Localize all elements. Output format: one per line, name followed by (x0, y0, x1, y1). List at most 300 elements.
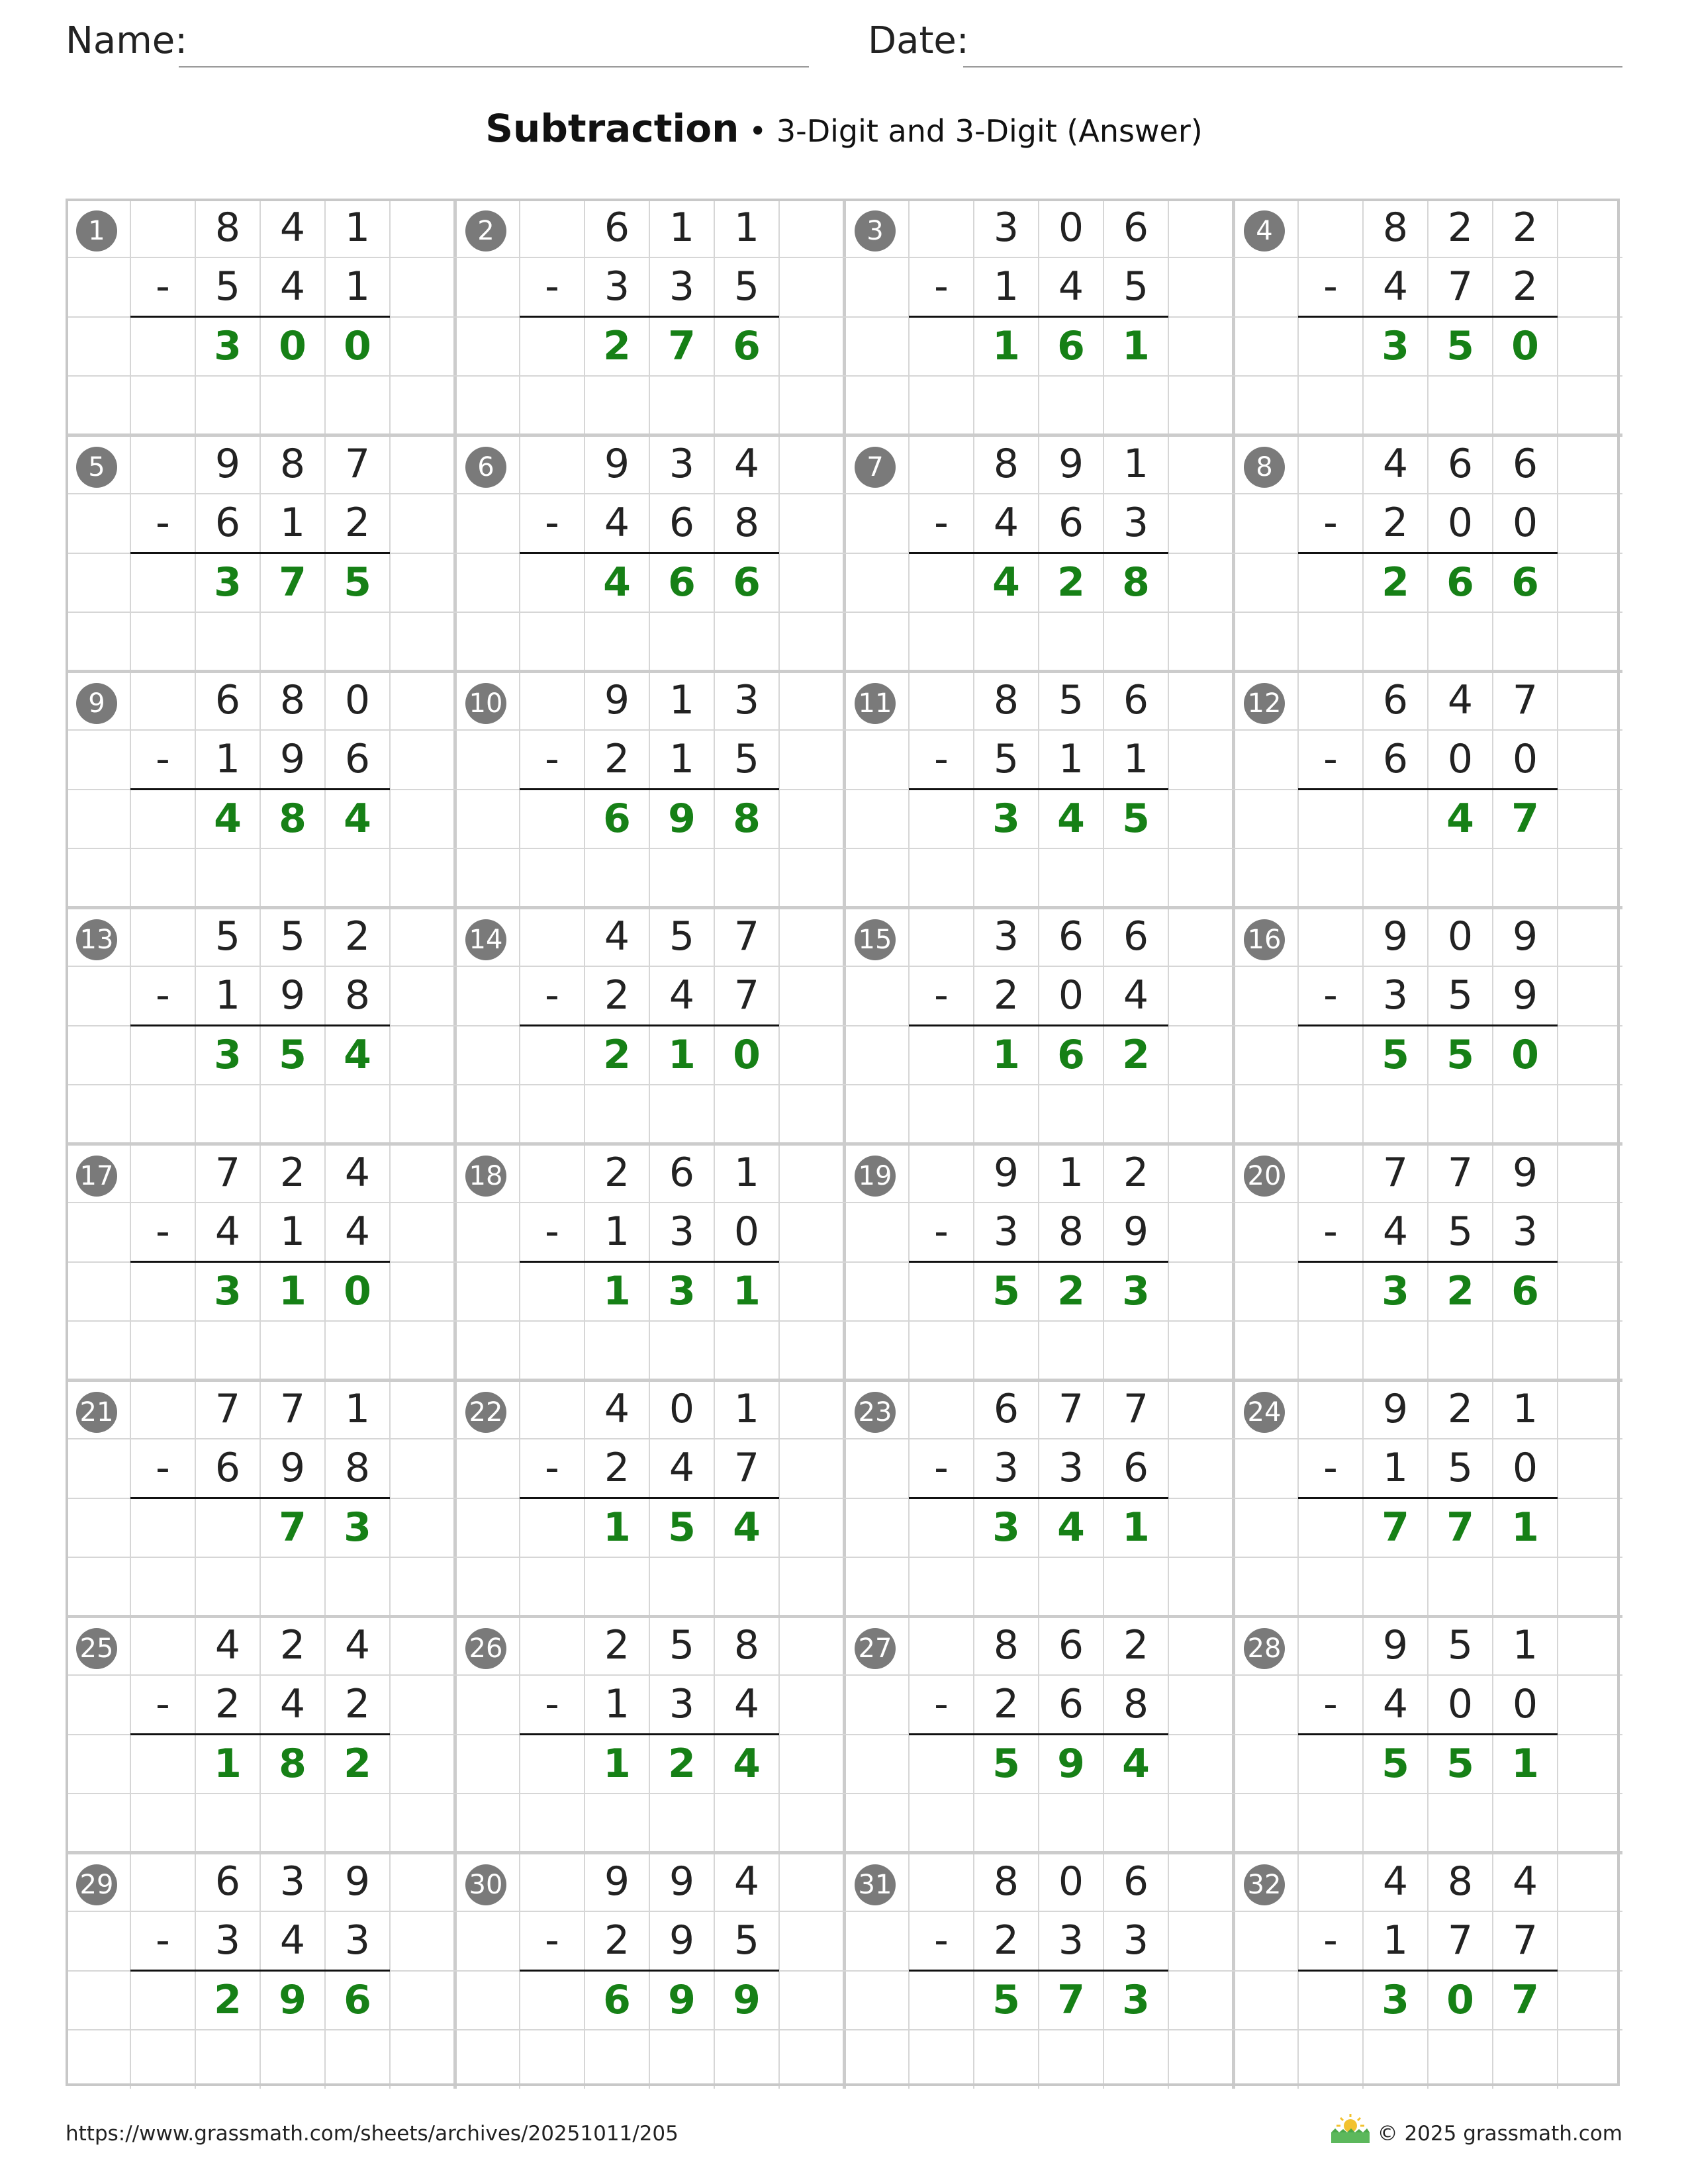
answer-digit[interactable]: 1 (733, 1267, 761, 1314)
problem (1233, 671, 1622, 907)
problem (844, 1380, 1233, 1616)
answer-digit[interactable]: 3 (1122, 1976, 1150, 2023)
minuend-digit: 5 (1058, 677, 1084, 723)
minuend-digit: 3 (993, 205, 1019, 251)
problem (66, 199, 455, 435)
subtrahend-digit: 2 (993, 972, 1019, 1019)
problem-number-badge: 3 (855, 210, 896, 251)
minuend-digit: 0 (669, 1386, 695, 1432)
answer-digit[interactable]: 5 (992, 1740, 1020, 1787)
minuend-digit: 9 (1382, 1386, 1409, 1432)
subtrahend-digit: 8 (344, 1445, 371, 1492)
problem-number-badge: 27 (855, 1628, 896, 1669)
minus-sign: - (1323, 263, 1338, 310)
problem (1233, 1380, 1622, 1616)
problem (455, 1616, 844, 1852)
answer-digit[interactable]: 3 (1382, 1976, 1409, 2023)
subtrahend-digit: 2 (604, 1445, 630, 1492)
answer-digit[interactable]: 3 (214, 1267, 242, 1314)
answer-digit[interactable]: 6 (733, 322, 761, 369)
footer-url: https://www.grassmath.com/sheets/archives/20251011/205 (66, 2122, 679, 2146)
subtrahend-digit: 3 (1382, 972, 1409, 1019)
problem-number-badge: 31 (855, 1864, 896, 1905)
minus-sign: - (1323, 1681, 1338, 1728)
answer-digit[interactable]: 9 (733, 1976, 761, 2023)
minus-sign: - (934, 972, 949, 1019)
minuend-digit: 9 (1382, 1622, 1409, 1668)
subtrahend-digit: 1 (1382, 1917, 1409, 1964)
answer-digit[interactable]: 4 (1446, 795, 1474, 842)
answer-digit[interactable]: 2 (1122, 1031, 1150, 1078)
answer-digit[interactable]: 1 (992, 322, 1020, 369)
problem (66, 1380, 455, 1616)
answer-digit[interactable]: 3 (992, 795, 1020, 842)
minuend-digit: 8 (993, 1858, 1019, 1905)
minuend-digit: 6 (1382, 677, 1409, 723)
answer-digit[interactable]: 3 (344, 1504, 371, 1551)
answer-digit[interactable]: 3 (214, 1031, 242, 1078)
minus-sign: - (1323, 972, 1338, 1019)
subtrahend-digit: 1 (993, 263, 1019, 310)
answer-digit[interactable]: 8 (733, 795, 761, 842)
answer-digit[interactable]: 0 (344, 1267, 371, 1314)
minuend-digit: 7 (344, 441, 371, 487)
minus-sign: - (934, 1208, 949, 1255)
answer-digit[interactable]: 0 (733, 1031, 761, 1078)
minuend-digit: 4 (1382, 441, 1409, 487)
answer-digit[interactable]: 5 (1122, 795, 1150, 842)
answer-digit[interactable]: 7 (1511, 1976, 1539, 2023)
answer-rule (130, 316, 390, 318)
problem-number-badge: 8 (1244, 447, 1285, 488)
minuend-digit: 6 (1447, 441, 1474, 487)
answer-digit[interactable]: 5 (992, 1267, 1020, 1314)
minuend-digit: 7 (1058, 1386, 1084, 1432)
subtrahend-digit: 0 (1058, 972, 1084, 1019)
problem (455, 907, 844, 1144)
problem-number-badge: 13 (76, 919, 117, 960)
minus-sign: - (545, 263, 559, 310)
answer-digit[interactable]: 6 (1057, 322, 1085, 369)
problem (66, 1852, 455, 2089)
subtrahend-digit: 1 (604, 1681, 630, 1728)
answer-digit[interactable]: 1 (603, 1740, 631, 1787)
answer-digit[interactable]: 2 (214, 1976, 242, 2023)
subtrahend-digit: 5 (1447, 972, 1474, 1019)
subtrahend-digit: 0 (1512, 1681, 1538, 1728)
answer-rule (130, 1733, 390, 1735)
minuend-digit: 2 (279, 1150, 306, 1196)
answer-digit[interactable]: 4 (1122, 1740, 1150, 1787)
answer-digit[interactable]: 3 (214, 559, 242, 606)
answer-digit[interactable]: 6 (668, 559, 696, 606)
problem-number-badge: 7 (855, 447, 896, 488)
subtrahend-digit: 1 (1058, 736, 1084, 783)
answer-digit[interactable]: 9 (668, 1976, 696, 2023)
answer-digit[interactable]: 1 (279, 1267, 306, 1314)
minuend-digit: 2 (344, 913, 371, 960)
minus-sign: - (545, 1208, 559, 1255)
problem (1233, 1852, 1622, 2089)
minus-sign: - (156, 1445, 170, 1492)
minuend-digit: 7 (214, 1150, 241, 1196)
answer-digit[interactable]: 7 (1382, 1504, 1409, 1551)
subtrahend-digit: 4 (1382, 1681, 1409, 1728)
minuend-digit: 6 (669, 1150, 695, 1196)
minuend-digit: 2 (1512, 205, 1538, 251)
minuend-digit: 9 (344, 1858, 371, 1905)
answer-digit[interactable]: 4 (992, 559, 1020, 606)
minuend-digit: 5 (1447, 1622, 1474, 1668)
subtrahend-digit: 2 (993, 1917, 1019, 1964)
subtrahend-digit: 1 (1123, 736, 1149, 783)
answer-digit[interactable]: 9 (1057, 1740, 1085, 1787)
minus-sign: - (934, 1445, 949, 1492)
answer-digit[interactable]: 4 (603, 559, 631, 606)
minus-sign: - (156, 263, 170, 310)
minuend-digit: 7 (1512, 677, 1538, 723)
answer-rule (520, 1024, 779, 1026)
minuend-digit: 3 (279, 1858, 306, 1905)
subtrahend-digit: 3 (669, 1208, 695, 1255)
subtrahend-digit: 0 (1512, 1445, 1538, 1492)
problem-number-badge: 12 (1244, 683, 1285, 724)
subtrahend-digit: 3 (1058, 1445, 1084, 1492)
minuend-digit: 9 (604, 1858, 630, 1905)
subtrahend-digit: 4 (1123, 972, 1149, 1019)
subtrahend-digit: 1 (669, 736, 695, 783)
answer-digit[interactable]: 2 (603, 322, 631, 369)
subtrahend-digit: 7 (1447, 1917, 1474, 1964)
answer-digit[interactable]: 3 (1382, 1267, 1409, 1314)
problem (66, 435, 455, 671)
subtrahend-digit: 9 (279, 736, 306, 783)
answer-rule (520, 788, 779, 790)
subtrahend-digit: 6 (214, 500, 241, 547)
minuend-digit: 1 (733, 1386, 760, 1432)
answer-digit[interactable]: 5 (1446, 1740, 1474, 1787)
minuend-digit: 5 (214, 913, 241, 960)
problem-number-badge: 16 (1244, 919, 1285, 960)
grassmath-logo-icon (1327, 2111, 1374, 2146)
answer-rule (1298, 1024, 1558, 1026)
answer-digit[interactable]: 8 (279, 795, 306, 842)
minuend-digit: 2 (604, 1150, 630, 1196)
answer-digit[interactable]: 0 (344, 322, 371, 369)
answer-rule (520, 552, 779, 554)
answer-digit[interactable]: 7 (668, 322, 696, 369)
subtrahend-digit: 1 (214, 736, 241, 783)
answer-digit[interactable]: 3 (668, 1267, 696, 1314)
answer-digit[interactable]: 4 (1057, 1504, 1085, 1551)
answer-rule (1298, 788, 1558, 790)
answer-digit[interactable]: 6 (603, 1976, 631, 2023)
problem (1233, 907, 1622, 1144)
subtrahend-digit: 1 (344, 263, 371, 310)
problem-number-badge: 11 (855, 683, 896, 724)
answer-digit[interactable]: 2 (1057, 1267, 1085, 1314)
minuend-digit: 4 (604, 1386, 630, 1432)
subtrahend-digit: 5 (993, 736, 1019, 783)
answer-digit[interactable]: 6 (344, 1976, 371, 2023)
minus-sign: - (934, 263, 949, 310)
answer-rule (1298, 316, 1558, 318)
answer-digit[interactable]: 6 (1511, 1267, 1539, 1314)
problem (455, 1380, 844, 1616)
minus-sign: - (545, 1681, 559, 1728)
subtrahend-digit: 5 (1447, 1208, 1474, 1255)
minus-sign: - (545, 500, 559, 547)
answer-digit[interactable]: 5 (1382, 1740, 1409, 1787)
subtrahend-digit: 3 (1058, 1917, 1084, 1964)
minuend-digit: 2 (1447, 205, 1474, 251)
minuend-digit: 1 (669, 677, 695, 723)
answer-digit[interactable]: 1 (603, 1267, 631, 1314)
minus-sign: - (1323, 500, 1338, 547)
subtrahend-digit: 5 (1447, 1445, 1474, 1492)
answer-digit[interactable]: 7 (1511, 795, 1539, 842)
minuend-digit: 1 (733, 205, 760, 251)
subtrahend-digit: 4 (279, 263, 306, 310)
minuend-digit: 2 (1123, 1622, 1149, 1668)
minuend-digit: 2 (604, 1622, 630, 1668)
answer-digit[interactable]: 1 (992, 1031, 1020, 1078)
subtrahend-digit: 7 (1447, 263, 1474, 310)
minuend-digit: 0 (1058, 1858, 1084, 1905)
problem-number-badge: 17 (76, 1156, 117, 1197)
minuend-digit: 4 (279, 205, 306, 251)
minuend-digit: 8 (279, 441, 306, 487)
problem-number-badge: 5 (76, 447, 117, 488)
minuend-digit: 6 (1512, 441, 1538, 487)
answer-digit[interactable]: 0 (1511, 1031, 1539, 1078)
minus-sign: - (1323, 1208, 1338, 1255)
problem-number-badge: 15 (855, 919, 896, 960)
subtrahend-digit: 0 (1512, 736, 1538, 783)
answer-digit[interactable]: 4 (344, 795, 371, 842)
answer-rule (130, 552, 390, 554)
problem-number-badge: 28 (1244, 1628, 1285, 1669)
subtrahend-digit: 2 (604, 972, 630, 1019)
answer-digit[interactable]: 3 (1382, 322, 1409, 369)
answer-digit[interactable]: 9 (668, 795, 696, 842)
answer-digit[interactable]: 2 (603, 1031, 631, 1078)
answer-digit[interactable]: 5 (668, 1504, 696, 1551)
minus-sign: - (156, 736, 170, 783)
minuend-digit: 6 (1123, 1858, 1149, 1905)
problem (66, 907, 455, 1144)
answer-digit[interactable]: 5 (1446, 322, 1474, 369)
problem (66, 1144, 455, 1380)
answer-digit[interactable]: 4 (733, 1504, 761, 1551)
answer-digit[interactable]: 2 (1382, 559, 1409, 606)
subtrahend-digit: 5 (733, 263, 760, 310)
answer-digit[interactable]: 0 (279, 322, 306, 369)
name-label: Name: (66, 19, 188, 62)
title-subtitle: • 3-Digit and 3-Digit (Answer) (739, 113, 1203, 149)
answer-digit[interactable]: 6 (1446, 559, 1474, 606)
answer-digit[interactable]: 4 (214, 795, 242, 842)
answer-digit[interactable]: 2 (1057, 559, 1085, 606)
minuend-digit: 6 (214, 1858, 241, 1905)
problem-number-badge: 2 (465, 210, 506, 251)
subtrahend-digit: 5 (733, 736, 760, 783)
minuend-digit: 2 (1123, 1150, 1149, 1196)
subtrahend-digit: 4 (279, 1681, 306, 1728)
problem-number-badge: 25 (76, 1628, 117, 1669)
answer-digit[interactable]: 2 (344, 1740, 371, 1787)
minuend-digit: 7 (733, 913, 760, 960)
subtrahend-digit: 1 (214, 972, 241, 1019)
problem-number-badge: 1 (76, 210, 117, 251)
answer-digit[interactable]: 2 (1446, 1267, 1474, 1314)
answer-digit[interactable]: 6 (603, 795, 631, 842)
problem-number-badge: 14 (465, 919, 506, 960)
problem-number-badge: 10 (465, 683, 506, 724)
minuend-digit: 2 (279, 1622, 306, 1668)
answer-digit[interactable]: 6 (1057, 1031, 1085, 1078)
subtrahend-digit: 4 (1382, 263, 1409, 310)
answer-rule (520, 316, 779, 318)
minus-sign: - (934, 736, 949, 783)
answer-digit[interactable]: 3 (992, 1504, 1020, 1551)
answer-digit[interactable]: 7 (1446, 1504, 1474, 1551)
date-label: Date: (868, 19, 969, 62)
subtrahend-digit: 7 (1512, 1917, 1538, 1964)
subtrahend-digit: 0 (1447, 1681, 1474, 1728)
minuend-digit: 4 (733, 441, 760, 487)
subtrahend-digit: 0 (1447, 736, 1474, 783)
answer-digit[interactable]: 5 (279, 1031, 306, 1078)
answer-rule (909, 1261, 1168, 1263)
problem-number-badge: 29 (76, 1864, 117, 1905)
minus-sign: - (545, 972, 559, 1019)
answer-digit[interactable]: 1 (668, 1031, 696, 1078)
answer-digit[interactable]: 1 (603, 1504, 631, 1551)
minuend-digit: 1 (344, 1386, 371, 1432)
problem (1233, 199, 1622, 435)
subtrahend-digit: 7 (733, 1445, 760, 1492)
subtrahend-digit: 4 (669, 972, 695, 1019)
answer-rule (909, 316, 1168, 318)
answer-digit[interactable]: 7 (279, 1504, 306, 1551)
date-line[interactable] (963, 66, 1622, 68)
problem-number-badge: 30 (465, 1864, 506, 1905)
subtrahend-digit: 3 (1123, 500, 1149, 547)
answer-rule (520, 1970, 779, 1972)
answer-digit[interactable]: 2 (668, 1740, 696, 1787)
answer-digit[interactable]: 8 (279, 1740, 306, 1787)
problem-number-badge: 32 (1244, 1864, 1285, 1905)
minuend-digit: 0 (1058, 205, 1084, 251)
problem (66, 1616, 455, 1852)
problem (844, 1616, 1233, 1852)
answer-rule (130, 1024, 390, 1026)
subtrahend-digit: 0 (1447, 500, 1474, 547)
subtrahend-digit: 2 (1382, 500, 1409, 547)
answer-digit[interactable]: 1 (214, 1740, 242, 1787)
minuend-digit: 8 (993, 1622, 1019, 1668)
answer-digit[interactable]: 8 (1122, 559, 1150, 606)
problem-number-badge: 20 (1244, 1156, 1285, 1197)
problem-number-badge: 18 (465, 1156, 506, 1197)
answer-digit[interactable]: 7 (1057, 1976, 1085, 2023)
problem (844, 199, 1233, 435)
subtrahend-digit: 6 (669, 500, 695, 547)
subtrahend-digit: 4 (733, 1681, 760, 1728)
answer-rule (520, 1261, 779, 1263)
subtrahend-digit: 4 (993, 500, 1019, 547)
subtrahend-digit: 4 (1058, 263, 1084, 310)
answer-digit[interactable]: 7 (279, 559, 306, 606)
minus-sign: - (156, 1208, 170, 1255)
answer-digit[interactable]: 5 (1446, 1031, 1474, 1078)
problem-number-badge: 6 (465, 447, 506, 488)
subtrahend-digit: 2 (1512, 263, 1538, 310)
answer-digit[interactable]: 6 (1511, 559, 1539, 606)
subtrahend-digit: 4 (344, 1208, 371, 1255)
answer-rule (1298, 552, 1558, 554)
answer-digit[interactable]: 0 (1511, 322, 1539, 369)
minuend-digit: 4 (1512, 1858, 1538, 1905)
subtrahend-digit: 5 (214, 263, 241, 310)
name-line[interactable] (179, 66, 809, 68)
problem (844, 435, 1233, 671)
subtrahend-digit: 2 (344, 1681, 371, 1728)
minuend-digit: 9 (214, 441, 241, 487)
minuend-digit: 8 (993, 677, 1019, 723)
answer-digit[interactable]: 9 (279, 1976, 306, 2023)
answer-rule (909, 788, 1168, 790)
answer-digit[interactable]: 1 (1511, 1504, 1539, 1551)
subtrahend-digit: 6 (1382, 736, 1409, 783)
answer-digit[interactable]: 1 (1122, 322, 1150, 369)
minuend-digit: 1 (344, 205, 371, 251)
answer-digit[interactable]: 6 (733, 559, 761, 606)
answer-digit[interactable]: 4 (344, 1031, 371, 1078)
answer-digit[interactable]: 3 (1122, 1267, 1150, 1314)
footer-copyright: © 2025 grassmath.com (1377, 2122, 1622, 2146)
answer-digit[interactable]: 0 (1446, 1976, 1474, 2023)
minuend-digit: 7 (279, 1386, 306, 1432)
answer-digit[interactable]: 1 (1511, 1740, 1539, 1787)
minus-sign: - (1323, 1445, 1338, 1492)
subtrahend-digit: 8 (1058, 1208, 1084, 1255)
answer-digit[interactable]: 1 (1122, 1504, 1150, 1551)
subtrahend-digit: 3 (669, 1681, 695, 1728)
subtrahend-digit: 4 (604, 500, 630, 547)
answer-digit[interactable]: 5 (344, 559, 371, 606)
answer-digit[interactable]: 5 (992, 1976, 1020, 2023)
problem (455, 671, 844, 907)
minuend-digit: 3 (993, 913, 1019, 960)
subtrahend-digit: 6 (1123, 1445, 1149, 1492)
answer-digit[interactable]: 5 (1382, 1031, 1409, 1078)
minuend-digit: 1 (1058, 1150, 1084, 1196)
answer-digit[interactable]: 3 (214, 322, 242, 369)
answer-rule (130, 788, 390, 790)
answer-digit[interactable]: 4 (733, 1740, 761, 1787)
subtrahend-digit: 2 (604, 736, 630, 783)
page-title (0, 106, 1688, 152)
answer-rule (130, 1261, 390, 1263)
problem (455, 1852, 844, 2089)
minuend-digit: 9 (1058, 441, 1084, 487)
answer-digit[interactable]: 4 (1057, 795, 1085, 842)
minuend-digit: 8 (733, 1622, 760, 1668)
minus-sign: - (156, 1917, 170, 1964)
subtrahend-digit: 5 (1123, 263, 1149, 310)
